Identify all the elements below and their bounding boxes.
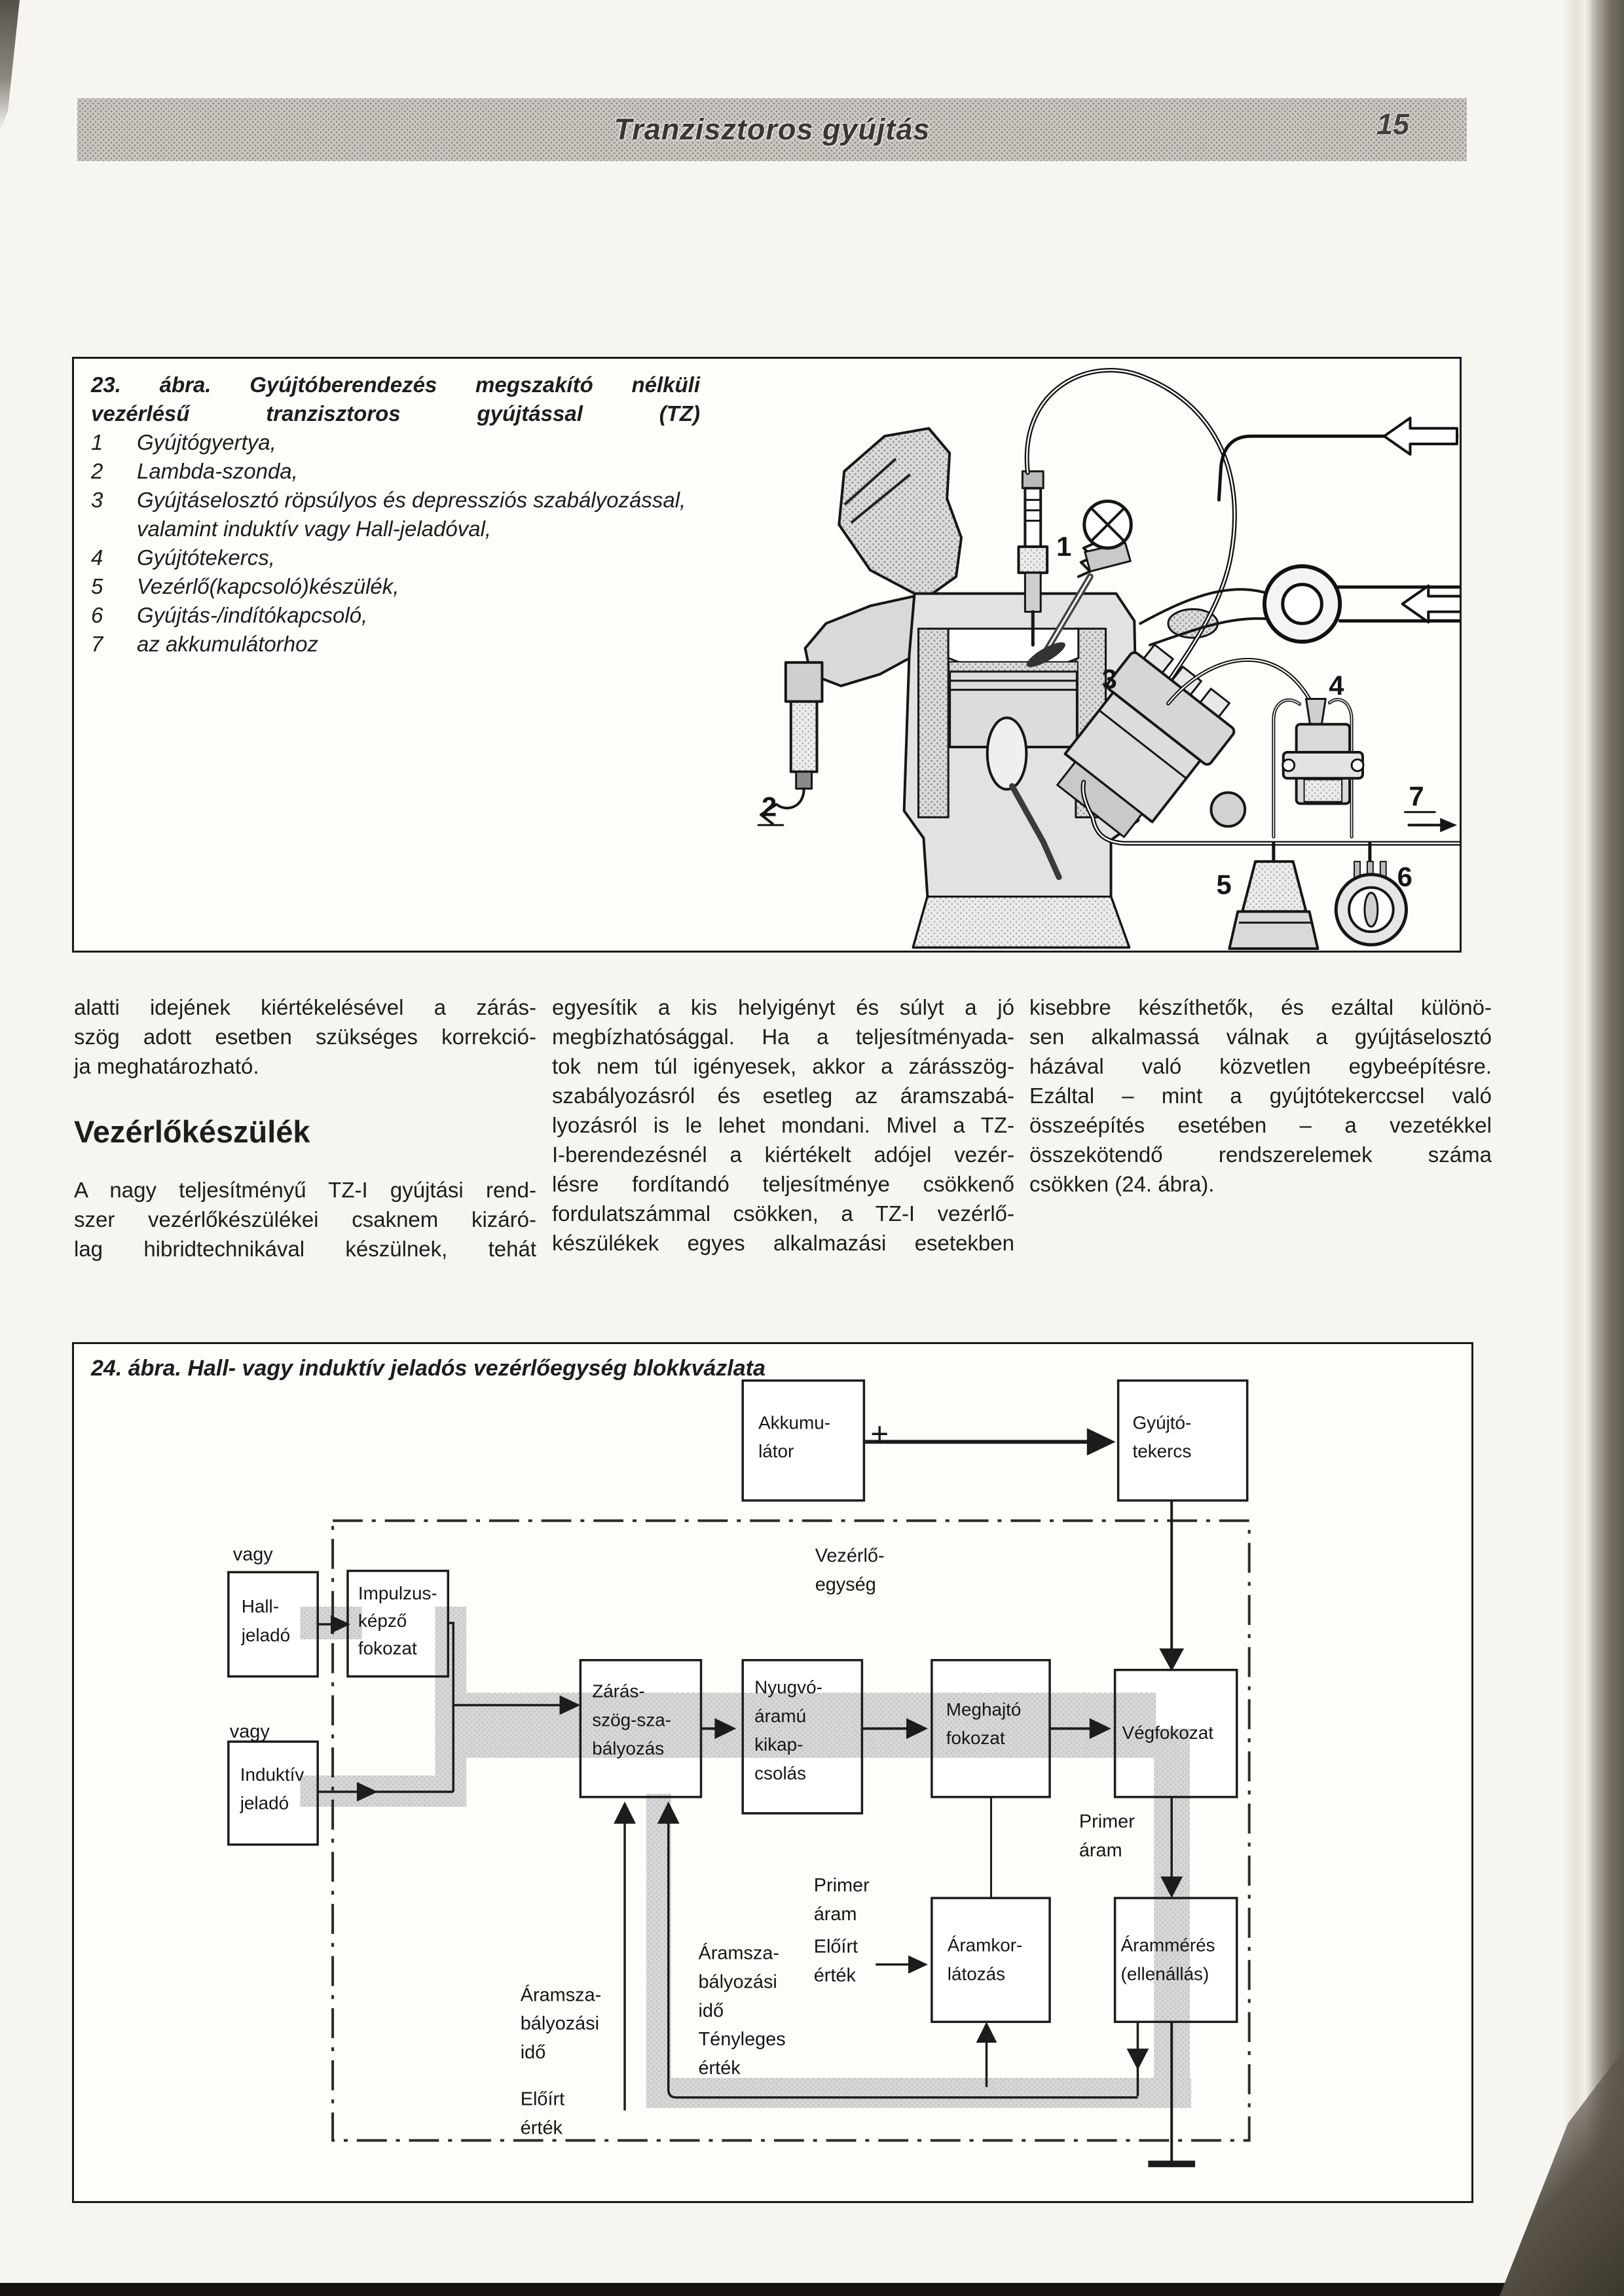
text-line: lésre fordítandó teljesítménye csökkenő bbox=[552, 1172, 1014, 1196]
label-control-unit: Vezérlő-egység bbox=[815, 1545, 885, 1595]
legend-item-number: 2 bbox=[91, 459, 103, 483]
figure-23 bbox=[72, 357, 1462, 953]
label-primary-current-right: Primer áram bbox=[1079, 1811, 1135, 1861]
box-ignition-coil-label: Gyújtó-tekercs bbox=[1132, 1412, 1192, 1462]
text-line: sen alkalmassá válnak a gyújtáselosztó bbox=[1029, 1025, 1492, 1049]
legend-item-number: 3 bbox=[91, 488, 103, 512]
label-primary-current-center: Primer áram bbox=[813, 1875, 870, 1925]
text-line: vezérlésű tranzisztoros gyújtással (TZ) bbox=[91, 401, 700, 426]
box-battery-label: Akkumu-látor bbox=[758, 1412, 831, 1462]
camshaft-end bbox=[1084, 501, 1132, 549]
box-measure-label: Árammérés (ellenállás) bbox=[1120, 1935, 1215, 1984]
text-line: ja meghatározható. bbox=[74, 1054, 259, 1078]
legend-item-text: Gyújtás-/indítókapcsoló, bbox=[137, 603, 368, 627]
figure-24-caption: 24. ábra. Hall- vagy induktív jeladós vezérlőegység blokkvázlata bbox=[91, 1356, 766, 1381]
text-line: kisebbre készíthetők, és ezáltal különö- bbox=[1029, 995, 1492, 1019]
paragraph bbox=[552, 993, 1014, 1258]
page-corner-shadow bbox=[0, 0, 20, 131]
figure-24-block-diagram bbox=[74, 1344, 1471, 2201]
box-dwell-label: Zárás-szög-sza-bályozás bbox=[592, 1681, 672, 1759]
label-actual-value: Tényleges érték bbox=[698, 2029, 786, 2079]
text-line: szer vezérlőkészülékei csaknem kizáró- bbox=[74, 1207, 536, 1231]
flow-arrow-duct-icon bbox=[1403, 586, 1460, 623]
legend-item-number: 4 bbox=[91, 545, 103, 570]
part-label-4: 4 bbox=[1329, 670, 1344, 701]
text-line: házával való közvetlen egybeépítésre. bbox=[1029, 1054, 1492, 1078]
text-line: Ezáltal – mint a gyújtótekerccsel való bbox=[1029, 1084, 1492, 1108]
figure-24 bbox=[72, 1342, 1473, 2203]
text-line: I-berendezésnél a kiértékelt adójel vezér- bbox=[552, 1142, 1014, 1167]
crankcase bbox=[913, 897, 1130, 947]
text-line: összeépítés esetében – a vezetékkel bbox=[1029, 1113, 1492, 1137]
text-line: szabályozásról és esetleg az áramszabá- bbox=[552, 1084, 1014, 1108]
text-line: lyozásról is le lehet mondani. Mivel a TZ- bbox=[552, 1113, 1014, 1137]
box-output-stage-label: Végfokozat bbox=[1122, 1722, 1213, 1743]
box-hall-label: Hall-jeladó bbox=[241, 1596, 291, 1645]
control-unit bbox=[1229, 862, 1318, 949]
label-setpoint-center: Előírt érték bbox=[813, 1936, 858, 1986]
part-label-6: 6 bbox=[1397, 861, 1412, 892]
legend-item-text: Gyújtáselosztó röpsúlyos és depressziós szabályozással, valamint induktív vagy Hall-jeladóval, bbox=[137, 488, 686, 541]
box-pulse-shaper-label: Impulzus-képző fokozat bbox=[358, 1583, 437, 1658]
label-current-ctrl-time-center: Áramsza-bályozási idő bbox=[698, 1942, 780, 2022]
text-line: lag hibridtechnikával készülnek, tehát bbox=[74, 1237, 536, 1261]
cylinder-wall-left bbox=[918, 629, 948, 817]
legend-item-text: Gyújtógyertya, bbox=[137, 430, 276, 454]
text-line: A nagy teljesítményű TZ-I gyújtási rend- bbox=[74, 1178, 536, 1202]
part-label-5: 5 bbox=[1216, 869, 1232, 900]
box-inductive-label: Induktív jeladó bbox=[240, 1764, 304, 1813]
chapter-title: Tranzisztoros gyújtás bbox=[614, 113, 931, 146]
part-label-1: 1 bbox=[1056, 531, 1072, 562]
intake-manifold bbox=[839, 428, 961, 596]
page-bottom-edge bbox=[0, 2283, 1624, 2296]
legend-item-text: Lambda-szonda, bbox=[137, 459, 298, 483]
ignition-switch bbox=[1336, 862, 1406, 945]
text-line: összekötendő rendszerelemek száma bbox=[1029, 1142, 1492, 1167]
vacuum-capsule bbox=[1211, 793, 1245, 827]
page-edge-shadow bbox=[1562, 0, 1624, 2296]
flow-arrow-top-icon bbox=[1384, 418, 1457, 454]
text-line: megbízhatósággal. Ha a teljesítményada- bbox=[552, 1025, 1014, 1049]
text-line: csökken (24. ábra). bbox=[1029, 1172, 1215, 1196]
paragraph bbox=[1029, 993, 1492, 1199]
text-line: alatti idejének kiértékelésével a zárás- bbox=[74, 995, 536, 1019]
part-label-7: 7 bbox=[1409, 780, 1424, 812]
paragraph bbox=[74, 1175, 536, 1264]
legend-item-number: 1 bbox=[91, 430, 103, 454]
air-duct bbox=[1140, 566, 1460, 645]
page-number: 15 bbox=[1376, 107, 1409, 141]
text-line: fordulatszámmal csökken, a TZ-I vezérlő- bbox=[552, 1201, 1014, 1226]
label-vagy-2: vagy bbox=[229, 1721, 270, 1743]
text-line: egyesítik a kis helyigényt és súlyt a jó bbox=[552, 995, 1014, 1019]
part-label-2: 2 bbox=[762, 791, 777, 822]
paragraph bbox=[74, 993, 536, 1081]
legend-item-number: 6 bbox=[91, 603, 103, 627]
text-line: készülékek egyes alkalmazási esetekben bbox=[552, 1231, 1014, 1255]
label-vagy-1: vagy bbox=[232, 1544, 273, 1565]
body-column-1 bbox=[74, 993, 536, 1264]
text-line: tok nem túl igényesek, akkor a zárásszög- bbox=[552, 1054, 1014, 1078]
text-line: 23. ábra. Gyújtóberendezés megszakító nélküli bbox=[91, 373, 700, 397]
label-current-ctrl-time-left: Áramsza-bályozási idő bbox=[520, 1984, 602, 2063]
text-line: szög adott esetben szükséges korrekció- bbox=[74, 1025, 536, 1049]
plus-sign: + bbox=[870, 1417, 889, 1452]
body-column-2 bbox=[552, 993, 1014, 1258]
chapter-header-bar bbox=[77, 98, 1467, 161]
box-quiescent-label: Nyugvó-áramú kikap-csolás bbox=[754, 1677, 822, 1783]
vacuum-line-top bbox=[1219, 436, 1457, 500]
label-setpoint-left: Előírt érték bbox=[520, 2088, 565, 2139]
legend-item-text: Gyújtótekercs, bbox=[137, 545, 275, 570]
legend-item-number: 5 bbox=[91, 574, 103, 598]
figure-23-illustration bbox=[74, 359, 1460, 951]
box-limiter-label: Áramkor-látozás bbox=[947, 1935, 1023, 1984]
part-label-3: 3 bbox=[1101, 663, 1117, 695]
legend-item-text: Vezérlő(kapcsoló)készülék, bbox=[137, 574, 399, 598]
box-driver-label: Meghajtó fokozat bbox=[946, 1699, 1022, 1749]
legend-item-number: 7 bbox=[91, 632, 103, 656]
legend-item-text: az akkumulátorhoz bbox=[137, 632, 318, 656]
body-column-3 bbox=[1029, 993, 1492, 1199]
section-heading: Vezérlőkészülék bbox=[74, 1114, 310, 1149]
